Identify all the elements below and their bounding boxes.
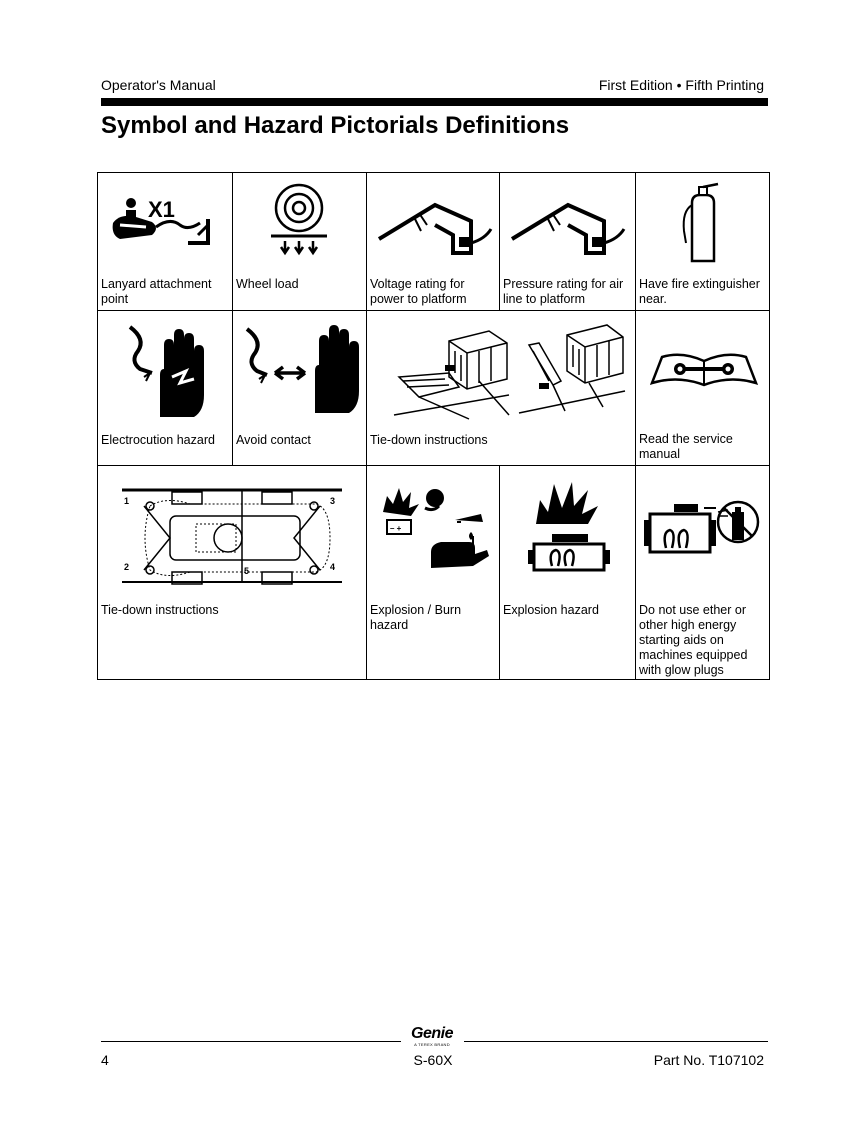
electrocution-hand-icon (124, 325, 214, 425)
footer-page-number: 4 (101, 1052, 109, 1068)
cell-electrocution (97, 310, 233, 466)
service-manual-book-icon (650, 347, 758, 391)
header-rule (101, 98, 768, 106)
lanyard-attachment-icon (108, 195, 223, 250)
footer-rule-right (464, 1041, 768, 1042)
page-title: Symbol and Hazard Pictorials Definitions (101, 112, 570, 139)
genie-logo-tagline: A TEREX BRAND (414, 1042, 450, 1047)
pictorials-table (97, 172, 770, 680)
label-electrocution: Electrocution hazard (101, 433, 215, 447)
header-manual-title: Operator's Manual (101, 77, 216, 93)
tie-point-1: 1 (124, 496, 130, 506)
genie-logo (402, 1026, 462, 1047)
cell-tie-down-chassis (97, 465, 367, 680)
chassis-tie-down-icon (120, 486, 346, 586)
label-tie-down-chassis: Tie-down instructions (101, 603, 219, 617)
label-wheel-load: Wheel load (236, 277, 299, 291)
label-pressure: Pressure rating for air line to platform (503, 277, 624, 306)
label-fire: Have fire extinguisher near. (639, 277, 760, 306)
avoid-contact-icon (241, 327, 363, 417)
no-ether-spray-icon (644, 500, 762, 572)
fire-extinguisher-icon (678, 181, 728, 266)
air-line-plug-icon (508, 191, 628, 256)
platform-tie-down-icon (389, 321, 625, 421)
cell-tie-down-platform (366, 310, 636, 466)
label-explosion-burn: Explosion / Burn hazard (370, 603, 462, 632)
label-no-ether: Do not use ether or other high energy starting aids on machines equipped with glow plugs (639, 603, 748, 677)
footer-model: S-60X (413, 1052, 453, 1068)
footer-rule-left (101, 1041, 401, 1042)
lanyard-x1-text: X1 (148, 197, 175, 222)
cell-service-manual (635, 310, 770, 466)
wheel-load-icon (269, 183, 329, 258)
cell-voltage (366, 172, 500, 311)
tie-point-5: 5 (244, 566, 250, 576)
svg-text:– +: – + (390, 524, 402, 533)
label-explosion: Explosion hazard (503, 603, 599, 617)
tie-point-4: 4 (330, 562, 336, 572)
cell-explosion-burn (366, 465, 500, 680)
voltage-plug-icon (375, 191, 495, 256)
cell-pressure (499, 172, 636, 311)
header-edition: First Edition • Fifth Printing (598, 77, 764, 93)
label-tie-down-platform: Tie-down instructions (370, 433, 488, 447)
cell-explosion (499, 465, 636, 680)
cell-avoid-contact (232, 310, 367, 466)
label-lanyard: Lanyard attachment point (101, 277, 212, 306)
engine-explosion-icon (526, 480, 612, 576)
label-voltage: Voltage rating for power to platform (370, 277, 467, 306)
tie-point-2: 2 (124, 562, 130, 572)
battery-explosion-burn-icon (377, 482, 491, 572)
genie-logo-text: Genie (411, 1025, 453, 1042)
cell-lanyard (97, 172, 233, 311)
cell-fire (635, 172, 770, 311)
tie-point-3: 3 (330, 496, 336, 506)
cell-no-ether (635, 465, 770, 680)
cell-wheel-load (232, 172, 367, 311)
label-avoid-contact: Avoid contact (236, 433, 311, 447)
label-service-manual: Read the service manual (639, 432, 733, 461)
footer-part-number: Part No. T107102 (653, 1052, 764, 1068)
